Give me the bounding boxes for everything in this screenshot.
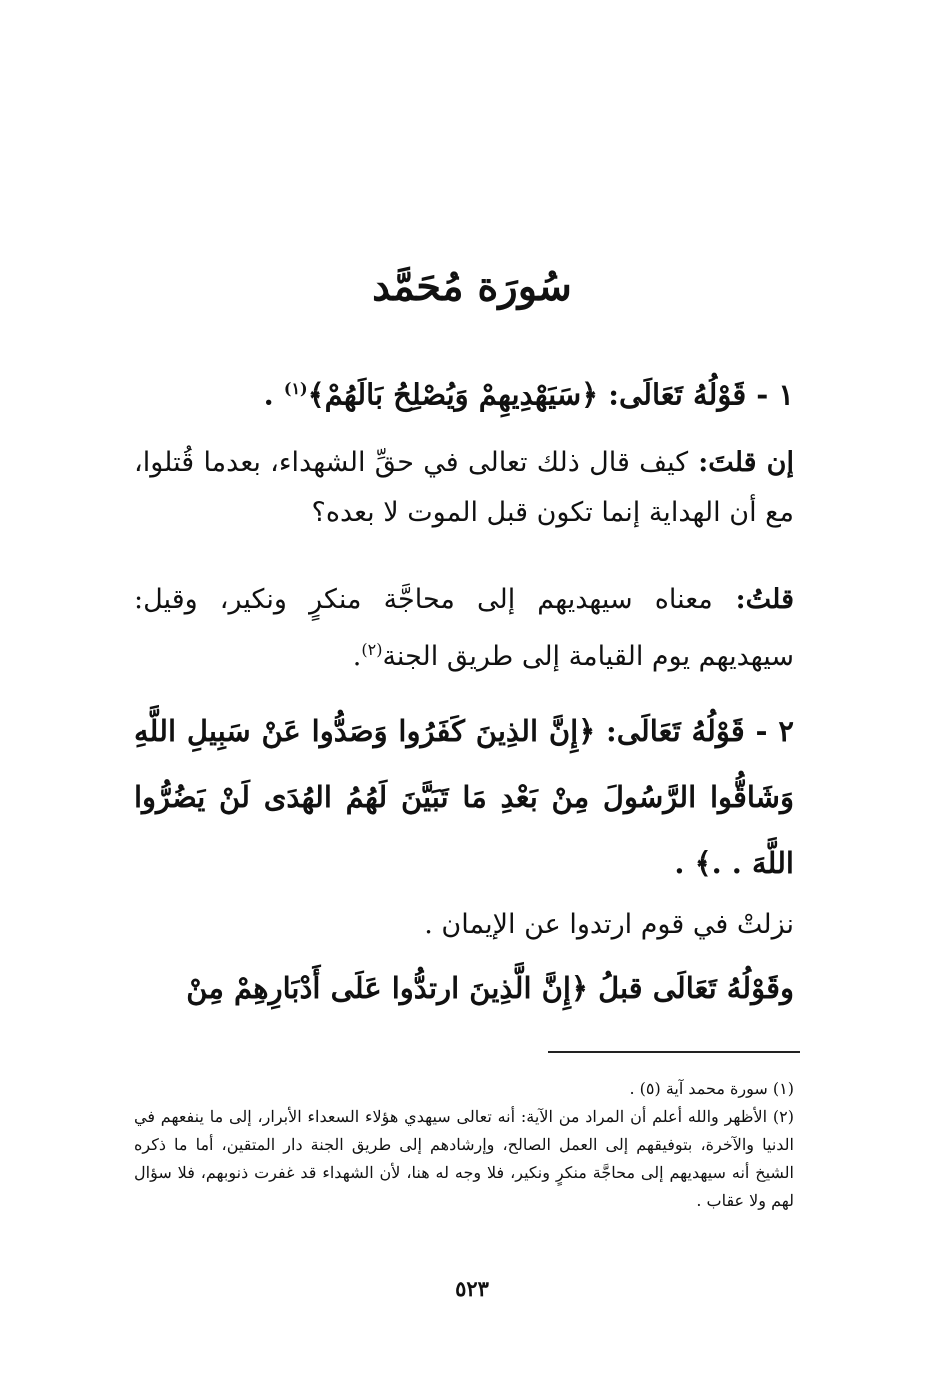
ornament-close-icon: ﴾ — [307, 377, 325, 412]
footnote-ref-1: (١) — [283, 379, 308, 398]
footnote-2: (٢) الأظهر والله أعلم أن المراد من الآية: أنه تعالى سيهدي هؤلاء السعداء الأبرار، إلى ما ينفعهم في الدنيا والآخرة، بتوفيقهم إلى العمل الصالح، وإرشادهم إلى طريق الجنة دار المتقين، أما ما ذكره الشيخ أنه سيهديهم إلى محاجَّة منكرٍ ونكير، فلا وجه له هنا، لأن الشهداء قد غفرت ذنوبهم، فلا سؤال لهم ولا عقاب . — [134, 1107, 794, 1210]
ornament-open-icon: ﴿ — [570, 971, 588, 1005]
footnotes — [134, 1075, 794, 1215]
revelation-note-text: نزلتْ في قوم ارتدوا عن الإيمان . — [424, 909, 794, 940]
answer-tail: . — [352, 641, 362, 672]
ornament-close-icon: ﴾ — [694, 846, 712, 880]
verse-1-tail: . — [263, 377, 284, 412]
verse-1-text: سَيَهْدِيهِمْ وَيُصْلِحُ بَالَهُمْ — [324, 377, 582, 412]
verse-1-lead: ١ - قَوْلُهُ تَعَالَى: — [598, 377, 794, 412]
verse-2-lead: ٢ - قَوْلُهُ تَعَالَى: — [595, 714, 794, 748]
verse-3 — [134, 955, 794, 1021]
ornament-open-icon: ﴿ — [581, 377, 599, 412]
ornament-open-icon: ﴿ — [578, 714, 596, 748]
answer-paragraph — [134, 575, 794, 682]
question-text: كيف قال ذلك تعالى في حقِّ الشهداء، بعدما قُتلوا، مع أن الهداية إنما تكون قبل الموت لا بعده؟ — [134, 447, 794, 528]
question-lead: إن قلتَ: — [688, 447, 794, 478]
verse-2-text: إِنَّ الذِينَ كَفَرُوا وَصَدُّوا عَنْ سَبِيلِ اللَّهِ وَشَاقُّوا الرَّسُولَ مِنْ بَعْدِ مَا تَبَيَّنَ لَهُمُ الهُدَى لَنْ يَضُرُّوا اللَّهَ . . — [134, 714, 794, 880]
question-paragraph — [134, 438, 794, 538]
revelation-note — [134, 900, 794, 950]
verse-3-lead: وقَوْلُهُ تَعَالَى قبلُ — [587, 971, 794, 1005]
footnote-1: (١) سورة محمد آية (٥) . — [629, 1079, 794, 1098]
answer-text: معناه سيهديهم إلى محاجَّة منكرٍ ونكير، وقيل: سيهديهم يوم القيامة إلى طريق الجنة — [134, 584, 794, 672]
verse-3-text: إِنَّ الَّذِينَ ارتدُّوا عَلَى أَدْبَارِهِمْ مِنْ — [186, 971, 571, 1005]
footnote-ref-2: (٢) — [361, 640, 383, 659]
footnote-separator — [548, 1051, 800, 1053]
answer-lead: قلتُ: — [712, 584, 794, 615]
surah-title: سُورَة مُحَمَّد — [372, 262, 572, 310]
verse-2 — [134, 698, 794, 896]
verse-2-tail: . — [674, 846, 695, 880]
page-number: ٥٢٣ — [455, 1276, 489, 1301]
verse-1 — [134, 356, 794, 428]
